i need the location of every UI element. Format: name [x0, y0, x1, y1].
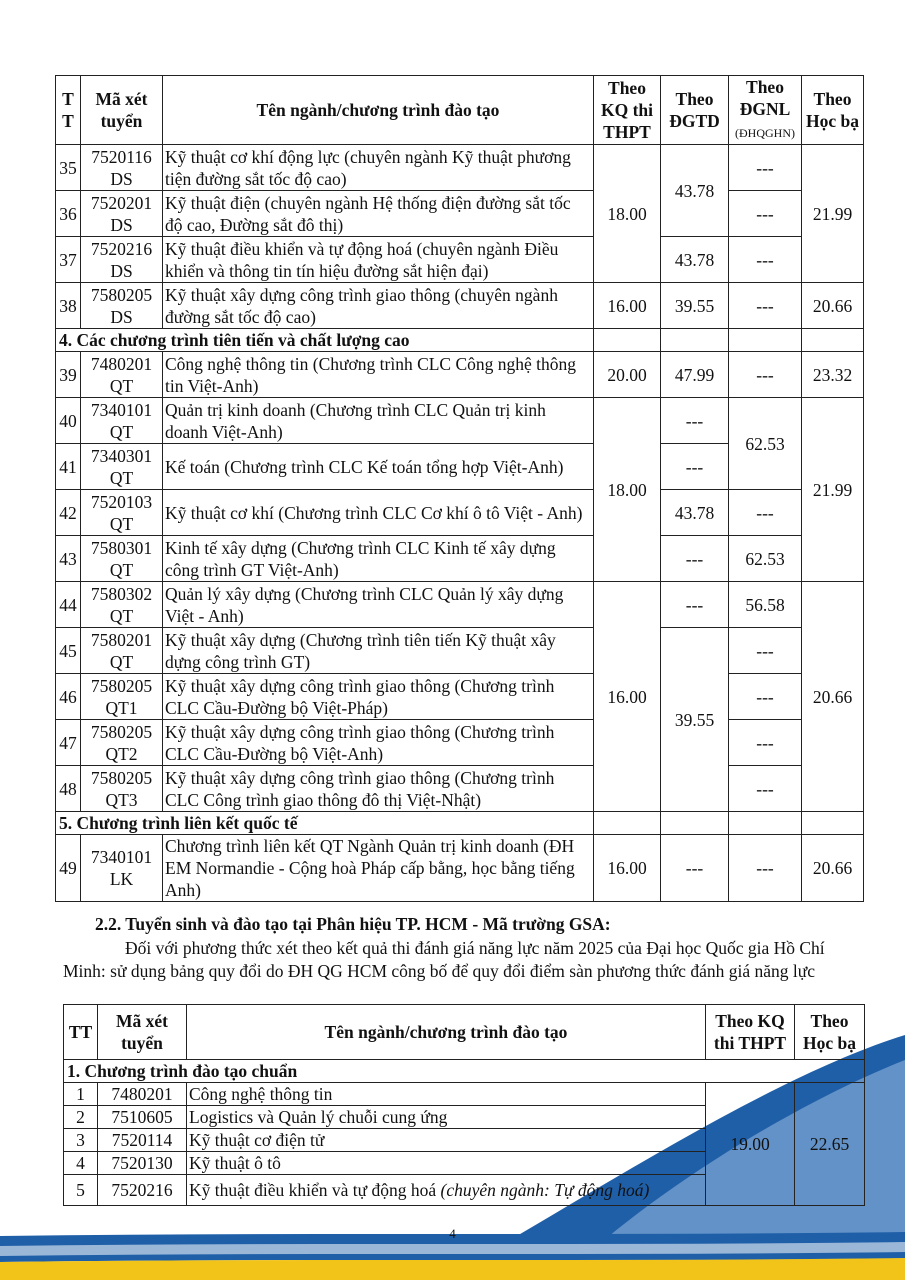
- row-dgtd: ---: [661, 835, 729, 902]
- row-dgtd: ---: [661, 536, 729, 582]
- row-name: Kỹ thuật ô tô: [187, 1152, 706, 1175]
- col-header-thpt: Theo KQ thi THPT: [594, 76, 661, 145]
- row-thpt: 16.00: [594, 283, 661, 329]
- row-code: 7520114: [98, 1129, 187, 1152]
- page-number: 4: [449, 1226, 456, 1241]
- merged-dgnl: 62.53: [729, 398, 802, 490]
- row-code: 7340101 LK: [81, 835, 163, 902]
- merged-thpt: 18.00: [594, 145, 661, 283]
- row-tt: 42: [56, 490, 81, 536]
- row-dgnl: ---: [729, 720, 802, 766]
- admission-table-hanoi: [55, 75, 864, 902]
- row-dgtd: 39.55: [661, 283, 729, 329]
- row-dgtd: 47.99: [661, 352, 729, 398]
- row-thpt: 16.00: [594, 835, 661, 902]
- row-code: 7520216: [98, 1175, 187, 1206]
- decor-yellow-band: [0, 1258, 905, 1280]
- section-paragraph: Đối với phương thức xét theo kết quả thi đánh giá năng lực năm 2025 của Đại học Quốc gia Hồ Chí Minh: sử dụng bảng quy đổi do ĐH QG HCM công bố để quy đổi điểm sàn phương thức đánh giá năng lực: [63, 938, 825, 981]
- section-title: 1. Chương trình đào tạo chuẩn: [64, 1060, 865, 1083]
- merged-hocba: 22.65: [795, 1083, 865, 1206]
- row-name: Kỹ thuật cơ khí động lực (chuyên ngành Kỹ thuật phương tiện đường sắt tốc độ cao): [163, 145, 594, 191]
- row-name: Kỹ thuật điện (chuyên ngành Hệ thống điện đường sắt tốc độ cao, Đường sắt đô thị): [163, 191, 594, 237]
- row-name: Kỹ thuật xây dựng công trình giao thông (chuyên ngành đường sắt tốc độ cao): [163, 283, 594, 329]
- row-hocba: 20.66: [802, 835, 864, 902]
- merged-dgtd: 43.78: [661, 145, 729, 237]
- row-dgtd: 43.78: [661, 237, 729, 283]
- table-row: [56, 283, 864, 329]
- section-row: [64, 1060, 865, 1083]
- row-name: Kỹ thuật xây dựng (Chương trình tiên tiến Kỹ thuật xây dựng công trình GT): [163, 628, 594, 674]
- table-row: [56, 237, 864, 283]
- row-hocba: 20.66: [802, 283, 864, 329]
- dgnl-note: (ĐHQGHN): [735, 126, 795, 140]
- row-dgtd: ---: [661, 444, 729, 490]
- table-row: [56, 191, 864, 237]
- col-header-thpt: Theo KQ thi THPT: [706, 1005, 795, 1060]
- row-name: Logistics và Quản lý chuỗi cung ứng: [187, 1106, 706, 1129]
- row-dgtd: 43.78: [661, 490, 729, 536]
- row-tt: 48: [56, 766, 81, 812]
- row-name: Kỹ thuật cơ khí (Chương trình CLC Cơ khí ô tô Việt - Anh): [163, 490, 594, 536]
- col-header-tt: TT: [64, 1005, 98, 1060]
- section-row: [56, 812, 864, 835]
- row-code: 7340101 QT: [81, 398, 163, 444]
- row-dgnl: ---: [729, 835, 802, 902]
- row-name: Kỹ thuật điều khiển và tự động hoá (chuyên ngành Điều khiển và thông tin tín hiệu đường sắt hiện đại): [163, 237, 594, 283]
- table-row: [56, 674, 864, 720]
- col-header-code: Mã xét tuyển: [81, 76, 163, 145]
- merged-thpt: 18.00: [594, 398, 661, 582]
- row-tt: 40: [56, 398, 81, 444]
- row-code: 7520216 DS: [81, 237, 163, 283]
- row-code: 7480201 QT: [81, 352, 163, 398]
- col-header-dgnl: [729, 76, 802, 145]
- row-code: 7580205 QT1: [81, 674, 163, 720]
- row-tt: 35: [56, 145, 81, 191]
- row-name: Kỹ thuật xây dựng công trình giao thông (Chương trình CLC Công trình giao thông đô thị Việt-Nhật): [163, 766, 594, 812]
- row-tt: 45: [56, 628, 81, 674]
- table-row: [56, 766, 864, 812]
- table-row: [56, 835, 864, 902]
- row-name: Kỹ thuật xây dựng công trình giao thông (Chương trình CLC Cầu-Đường bộ Việt-Anh): [163, 720, 594, 766]
- row-name: Quản lý xây dựng (Chương trình CLC Quản lý xây dựng Việt - Anh): [163, 582, 594, 628]
- section-title: 4. Các chương trình tiên tiến và chất lượng cao: [56, 329, 594, 352]
- row-tt: 44: [56, 582, 81, 628]
- col-header-code: Mã xét tuyển: [98, 1005, 187, 1060]
- row-code: 7580302 QT: [81, 582, 163, 628]
- col-header-name: Tên ngành/chương trình đào tạo: [163, 76, 594, 145]
- col-header-hocba: Theo Học bạ: [795, 1005, 865, 1060]
- row-hocba: 23.32: [802, 352, 864, 398]
- empty-cell: [594, 812, 661, 835]
- row-tt: 47: [56, 720, 81, 766]
- merged-hocba: 21.99: [802, 398, 864, 582]
- row-dgnl: ---: [729, 490, 802, 536]
- row-tt: 37: [56, 237, 81, 283]
- col-header-name: Tên ngành/chương trình đào tạo: [187, 1005, 706, 1060]
- row-dgnl: 62.53: [729, 536, 802, 582]
- table-row: [56, 536, 864, 582]
- empty-cell: [802, 329, 864, 352]
- row-dgtd: ---: [661, 398, 729, 444]
- row-code: 7580301 QT: [81, 536, 163, 582]
- table-row: [56, 582, 864, 628]
- row-code: 7340301 QT: [81, 444, 163, 490]
- row-tt: 46: [56, 674, 81, 720]
- row-name-note: (chuyên ngành: Tự động hoá): [440, 1180, 650, 1200]
- row-dgnl: ---: [729, 352, 802, 398]
- row-dgnl: ---: [729, 145, 802, 191]
- empty-cell: [729, 812, 802, 835]
- table-row: [56, 398, 864, 444]
- admission-table-hcm: [63, 1004, 865, 1206]
- row-name: Quản trị kinh doanh (Chương trình CLC Quản trị kinh doanh Việt-Anh): [163, 398, 594, 444]
- table-row: [56, 490, 864, 536]
- row-code: 7580205 QT3: [81, 766, 163, 812]
- row-code: 7510605: [98, 1106, 187, 1129]
- row-tt: 2: [64, 1106, 98, 1129]
- row-tt: 36: [56, 191, 81, 237]
- row-name: Kỹ thuật cơ điện tử: [187, 1129, 706, 1152]
- row-tt: 49: [56, 835, 81, 902]
- row-tt: 38: [56, 283, 81, 329]
- row-dgnl: ---: [729, 766, 802, 812]
- merged-thpt: 16.00: [594, 582, 661, 812]
- row-thpt: 20.00: [594, 352, 661, 398]
- row-code: 7480201: [98, 1083, 187, 1106]
- row-code: 7580201 QT: [81, 628, 163, 674]
- table-row: [56, 352, 864, 398]
- row-name: Công nghệ thông tin: [187, 1083, 706, 1106]
- row-tt: 1: [64, 1083, 98, 1106]
- empty-cell: [594, 329, 661, 352]
- merged-dgtd: 39.55: [661, 628, 729, 812]
- empty-cell: [729, 329, 802, 352]
- row-name: Kỹ thuật xây dựng công trình giao thông (Chương trình CLC Cầu-Đường bộ Việt-Pháp): [163, 674, 594, 720]
- row-code: 7520130: [98, 1152, 187, 1175]
- row-dgnl: ---: [729, 628, 802, 674]
- merged-hocba: 21.99: [802, 145, 864, 283]
- row-name: [187, 1175, 706, 1206]
- row-code: 7520201 DS: [81, 191, 163, 237]
- row-tt: 41: [56, 444, 81, 490]
- merged-thpt: 19.00: [706, 1083, 795, 1206]
- row-dgnl: ---: [729, 283, 802, 329]
- row-code: 7520116 DS: [81, 145, 163, 191]
- empty-cell: [661, 329, 729, 352]
- section-heading: 2.2. Tuyển sinh và đào tạo tại Phân hiệu TP. HCM - Mã trường GSA:: [95, 914, 611, 934]
- dgnl-label: Theo ĐGNL: [739, 77, 791, 119]
- row-tt: 43: [56, 536, 81, 582]
- section-title: 5. Chương trình liên kết quốc tế: [56, 812, 594, 835]
- row-dgtd: ---: [661, 582, 729, 628]
- row-name: Kế toán (Chương trình CLC Kế toán tổng hợp Việt-Anh): [163, 444, 594, 490]
- row-tt: 3: [64, 1129, 98, 1152]
- empty-cell: [661, 812, 729, 835]
- table-row: [56, 720, 864, 766]
- row-tt: 5: [64, 1175, 98, 1206]
- table-row: [64, 1083, 865, 1106]
- section-row: [56, 329, 864, 352]
- table-row: [56, 628, 864, 674]
- row-name-text: Kỹ thuật điều khiển và tự động hoá: [189, 1180, 437, 1200]
- row-dgnl: ---: [729, 191, 802, 237]
- row-code: 7580205 QT2: [81, 720, 163, 766]
- merged-hocba: 20.66: [802, 582, 864, 812]
- row-name: Chương trình liên kết QT Ngành Quản trị kinh doanh (ĐH EM Normandie - Cộng hoà Pháp cấp bằng, học bằng tiếng Anh): [163, 835, 594, 902]
- row-dgnl: 56.58: [729, 582, 802, 628]
- col-header-hocba: Theo Học bạ: [802, 76, 864, 145]
- row-dgnl: ---: [729, 237, 802, 283]
- row-dgnl: ---: [729, 674, 802, 720]
- row-tt: 39: [56, 352, 81, 398]
- table-row: [56, 145, 864, 191]
- col-header-tt: T T: [56, 76, 81, 145]
- row-code: 7580205 DS: [81, 283, 163, 329]
- row-code: 7520103 QT: [81, 490, 163, 536]
- row-name: Kinh tế xây dựng (Chương trình CLC Kinh tế xây dựng công trình GT Việt-Anh): [163, 536, 594, 582]
- row-name: Công nghệ thông tin (Chương trình CLC Công nghệ thông tin Việt-Anh): [163, 352, 594, 398]
- row-tt: 4: [64, 1152, 98, 1175]
- empty-cell: [802, 812, 864, 835]
- col-header-dgtd: Theo ĐGTD: [661, 76, 729, 145]
